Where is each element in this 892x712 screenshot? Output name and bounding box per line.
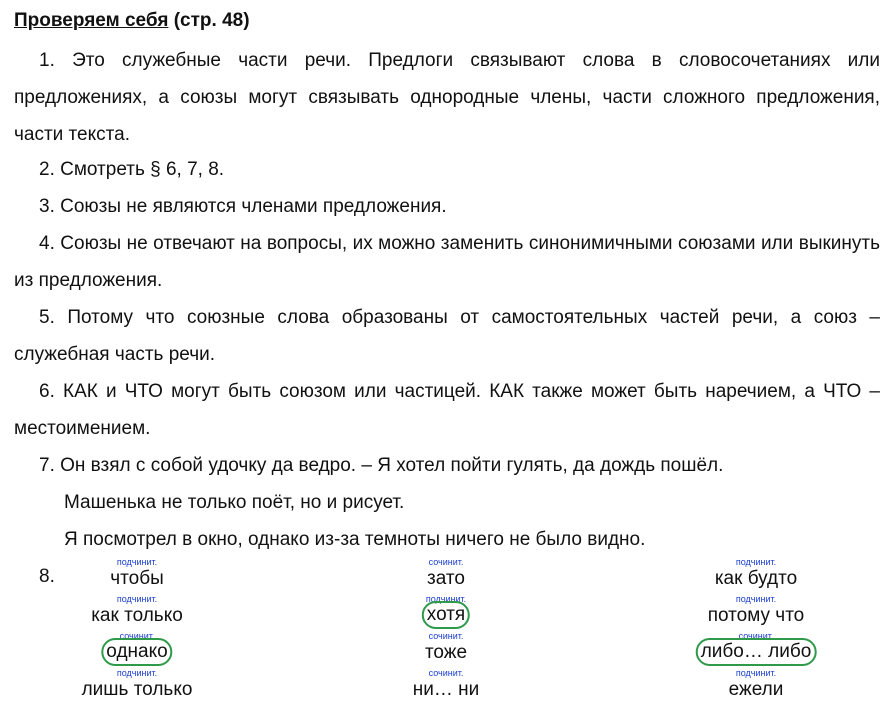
conjunction-type-label: сочинит. — [119, 631, 155, 641]
heading-title: Проверяем себя — [14, 10, 169, 31]
conjunction-word: потому что — [707, 605, 805, 626]
heading-page-ref: (стр. 48) — [168, 10, 250, 31]
conjunction-word: ни… ни — [412, 679, 480, 700]
conjunction-word: как только — [91, 605, 183, 626]
conjunction-word: зато — [427, 568, 465, 589]
answer-8-number: 8. — [39, 566, 55, 587]
conjunction-type-label: подчинит. — [116, 668, 158, 678]
section-heading — [14, 8, 250, 34]
conjunction-word: тоже — [424, 642, 468, 663]
answer-7-example-3: Я посмотрел в окно, однако из-за темноты ничего не было видно. — [64, 529, 646, 550]
conjunction-type-label: подчинит. — [116, 594, 158, 604]
conjunction-word-circled: либо… либо — [696, 638, 817, 666]
conjunction-word-circled: хотя — [422, 601, 470, 629]
conjunction-type-label: подчинит. — [735, 668, 777, 678]
conjunction-word: лишь только — [81, 679, 193, 700]
conjunction-type-label: сочинит. — [738, 631, 774, 641]
answer-7-example-2: Машенька не только поёт, но и рисует. — [64, 492, 405, 513]
conjunction-word: чтобы — [110, 568, 164, 589]
conjunction-type-label: сочинит. — [428, 557, 464, 567]
answer-6: 6. КАК и ЧТО могут быть союзом или частицей. КАК также может быть наречием, а ЧТО – местоимением. — [14, 381, 880, 439]
answer-7: 7. Он взял с собой удочку да ведро. – Я хотел пойти гулять, да дождь пошёл. — [39, 455, 724, 476]
conjunction-type-label: подчинит. — [735, 594, 777, 604]
conjunction-type-label: сочинит. — [428, 668, 464, 678]
conjunction-type-label: подчинит. — [425, 594, 467, 604]
answer-5: 5. Потому что союзные слова образованы от самостоятельных частей речи, а союз – служебная часть речи. — [14, 307, 880, 365]
conjunction-type-label: подчинит. — [116, 557, 158, 567]
answer-1: 1. Это служебные части речи. Предлоги связывают слова в словосочетаниях или предложениях, а союзы могут связывать однородные члены, части сложного предложения, части текста. — [14, 50, 880, 145]
conjunction-word: как будто — [714, 568, 798, 589]
answer-4: 4. Союзы не отвечают на вопросы, их можно заменить синонимичными союзами или выкинуть из предложения. — [14, 233, 880, 291]
answer-3: 3. Союзы не являются членами предложения. — [39, 196, 447, 217]
answer-2: 2. Смотреть § 6, 7, 8. — [39, 159, 225, 180]
conjunction-type-label: подчинит. — [735, 557, 777, 567]
conjunction-word-circled: однако — [101, 638, 172, 666]
conjunction-type-label: сочинит. — [428, 631, 464, 641]
conjunction-word: ежели — [728, 679, 784, 700]
